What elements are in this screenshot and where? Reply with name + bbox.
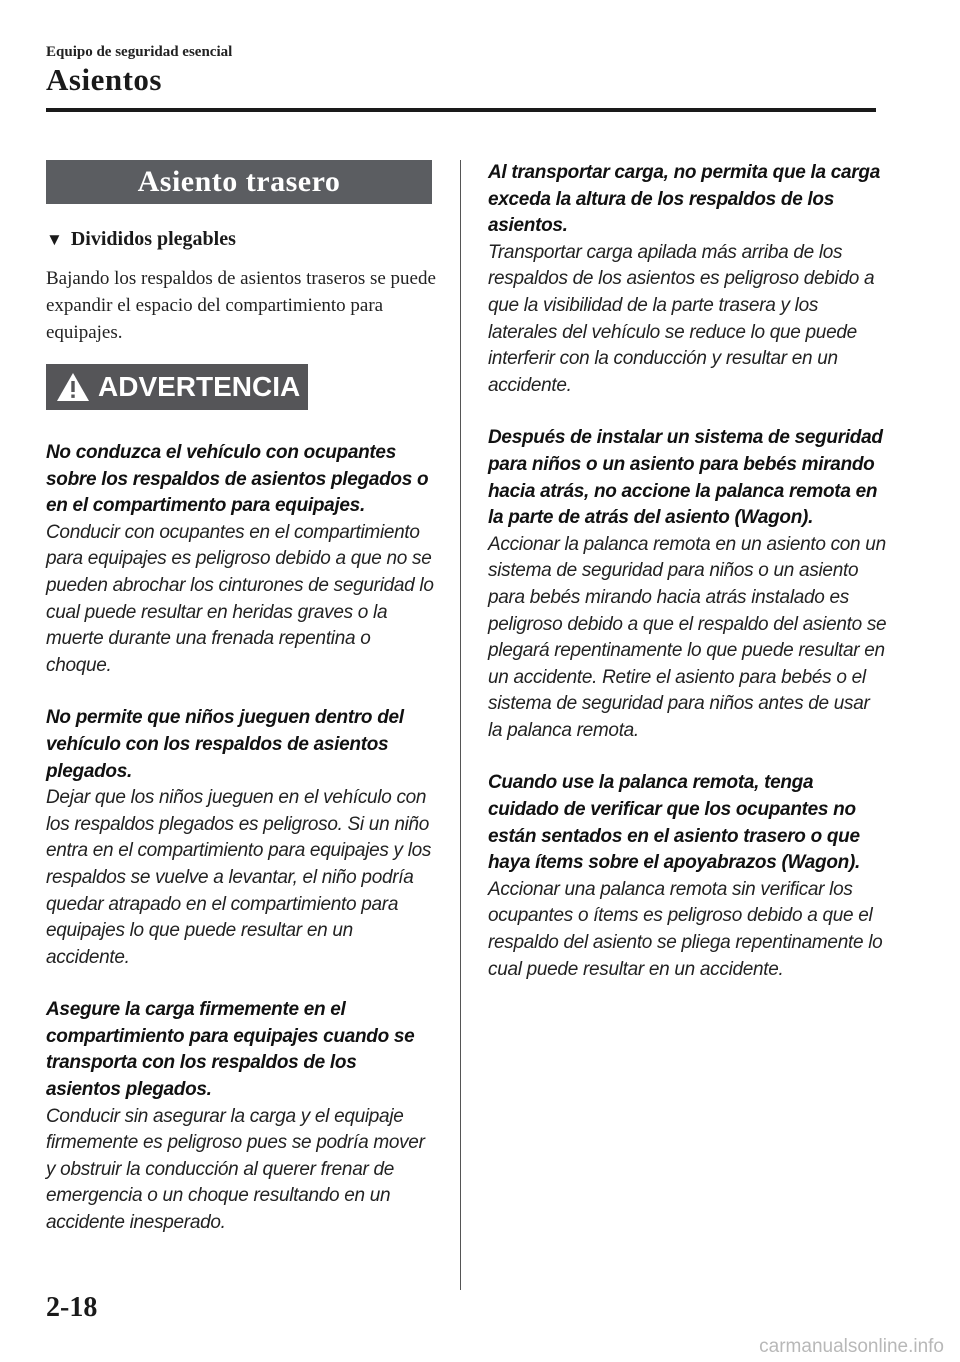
intro-paragraph: Bajando los respaldos de asientos traseros se puede expandir el espacio del compartimiento para equipajes.: [46, 268, 436, 343]
warning-triangle-icon: [56, 372, 90, 402]
header-kicker: Equipo de seguridad esencial: [46, 44, 233, 60]
subheading: [46, 228, 436, 251]
warning-list-right: [488, 160, 888, 983]
warning-badge: [46, 364, 308, 410]
warning-title: No permite que niños jueguen dentro del vehículo con los respaldos de asientos plegados.: [46, 707, 404, 782]
page-number: 2-18: [46, 1292, 98, 1323]
warning-title: No conduzca el vehículo con ocupantes sobre los respaldos de asientos plegados o en el compartimento para equipajes.: [46, 442, 429, 517]
warning-block: [488, 160, 888, 399]
right-column: [488, 160, 888, 1009]
warning-title: Asegure la carga firmemente en el compartimiento para equipajes cuando se transporta con los respaldos de los asientos plegados.: [46, 999, 415, 1101]
warning-body: Dejar que los niños jueguen en el vehículo con los respaldos plegados es peligroso. Si un niño entra en el compartimiento para equipajes y los respaldos se vuelve a levantar, el niño podría quedar atrapado en el compartimiento para equipajes lo que puede resultar en un accidente.: [46, 787, 432, 968]
warning-body: Conducir sin asegurar la carga y el equipaje firmemente es peligroso pues se podría mover y obstruir la conducción al querer frenar de emergencia o un choque resultando en un accidente inesperado.: [46, 1105, 425, 1234]
triangle-down-icon: ▼: [46, 229, 63, 249]
warning-body: Accionar una palanca remota sin verificar los ocupantes o ítems es peligroso debido a que el respaldo del asiento se pliega repentinamente lo cual puede resultar en un accidente.: [488, 878, 883, 980]
left-column: [46, 160, 436, 1263]
warning-block: [488, 425, 888, 744]
warning-list-left: [46, 440, 436, 1237]
warning-label: ADVERTENCIA: [98, 371, 301, 402]
warning-title: Cuando use la palanca remota, tenga cuidado de verificar que los ocupantes no están sentados en el asiento trasero o que haya ítems sobre el apoyabrazos (Wagon).: [488, 772, 860, 874]
warning-body: Transportar carga apilada más arriba de los respaldos de los asientos es peligroso debido a que la visibilidad de la parte trasera y los laterales del vehículo se reduce lo que puede interferir con la conducción y resultar en un accidente.: [488, 241, 875, 396]
warning-body: Conducir con ocupantes en el compartimiento para equipajes es peligroso debido a que no se pueden abrochar los cinturones de seguridad lo cual puede resultar en heridas graves o la muerte durante una frenada repentina o choque.: [46, 521, 434, 676]
warning-body: Accionar la palanca remota en un asiento con un sistema de seguridad para niños o un asiento para bebés mirando hacia atrás instalado es peligroso debido a que el respaldo del asiento se plegará repentinamente lo que puede resultar en un accidente. Retire el asiento para bebés o el sistema de seguridad para niños antes de usar la palanca remota.: [488, 533, 887, 741]
header-rule: [46, 108, 876, 112]
warning-title: Después de instalar un sistema de seguridad para niños o un asiento para bebés mirando hacia atrás, no accione la palanca remota en la parte de atrás del asiento (Wagon).: [488, 427, 883, 529]
section-banner: Asiento trasero: [46, 160, 432, 204]
warning-title: Al transportar carga, no permita que la carga exceda la altura de los respaldos de los asientos.: [488, 162, 880, 237]
warning-block: [46, 440, 436, 679]
warning-block: [46, 705, 436, 971]
warning-block: [488, 770, 888, 983]
warning-block: [46, 997, 436, 1236]
column-divider: [460, 160, 461, 1290]
watermark: carmanualsonline.info: [759, 1336, 944, 1357]
subheading-text: Divididos plegables: [70, 228, 236, 250]
page-title: Asientos: [46, 62, 162, 97]
